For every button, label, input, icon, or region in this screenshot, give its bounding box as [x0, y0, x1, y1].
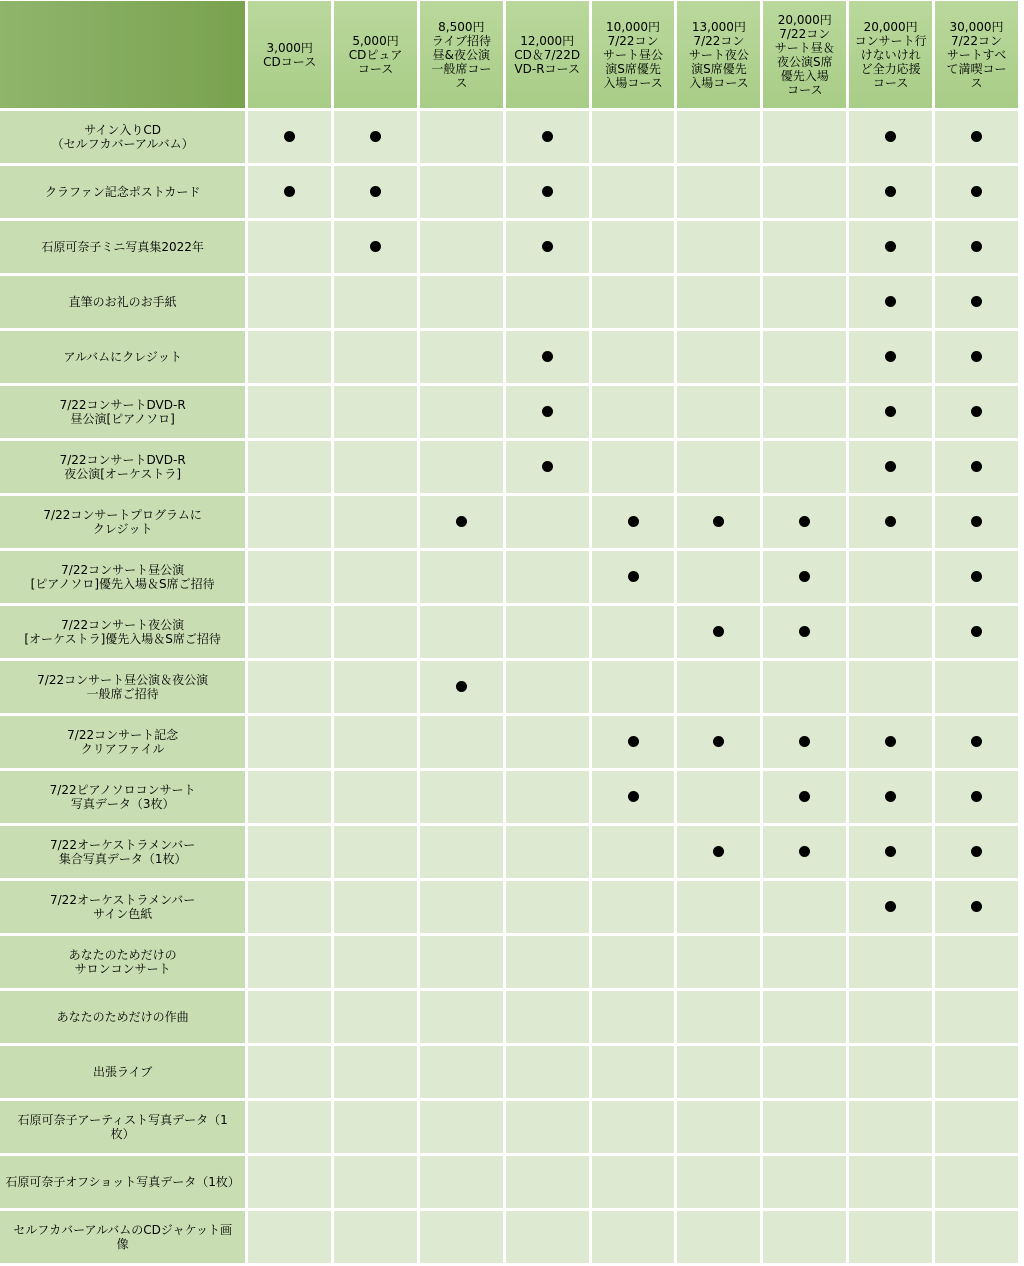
included-cell [248, 111, 331, 163]
included-cell [592, 1046, 675, 1098]
included-cell [849, 1211, 932, 1263]
included-cell [592, 496, 675, 548]
included-cell [506, 386, 589, 438]
reward-label: 7/22コンサートDVD-R 夜公演[オーケストラ] [0, 441, 245, 493]
included-dot-icon [370, 186, 381, 197]
included-dot-icon [713, 846, 724, 857]
included-cell [763, 1101, 846, 1153]
reward-label: 7/22コンサート昼公演 [ピアノソロ]優先入場＆S席ご招待 [0, 551, 245, 603]
reward-row [0, 276, 1018, 328]
included-dot-icon [799, 791, 810, 802]
included-cell [677, 1211, 760, 1263]
included-cell [763, 441, 846, 493]
included-cell [763, 331, 846, 383]
included-cell [506, 881, 589, 933]
included-cell [935, 661, 1018, 713]
included-cell [248, 276, 331, 328]
reward-label: 7/22コンサートDVD-R 昼公演[ピアノソロ] [0, 386, 245, 438]
included-cell [763, 771, 846, 823]
included-cell [849, 881, 932, 933]
included-cell [935, 936, 1018, 988]
reward-row [0, 881, 1018, 933]
included-cell [592, 991, 675, 1043]
included-cell [334, 386, 417, 438]
included-cell [334, 111, 417, 163]
included-cell [849, 1101, 932, 1153]
included-dot-icon [971, 626, 982, 637]
included-cell [763, 221, 846, 273]
included-cell [849, 496, 932, 548]
included-cell [248, 771, 331, 823]
included-cell [677, 606, 760, 658]
included-cell [677, 221, 760, 273]
included-cell [248, 386, 331, 438]
reward-row [0, 1101, 1018, 1153]
included-cell [248, 606, 331, 658]
included-dot-icon [971, 736, 982, 747]
included-dot-icon [971, 296, 982, 307]
included-cell [248, 936, 331, 988]
included-cell [677, 551, 760, 603]
included-cell [677, 661, 760, 713]
included-dot-icon [885, 296, 896, 307]
included-cell [420, 1101, 503, 1153]
included-dot-icon [971, 791, 982, 802]
reward-row [0, 551, 1018, 603]
included-cell [592, 441, 675, 493]
included-dot-icon [799, 736, 810, 747]
included-cell [334, 166, 417, 218]
included-cell [763, 606, 846, 658]
included-cell [248, 1046, 331, 1098]
course-header-3: 8,500円 ライブ招待 昼&夜公演 一般席コー ス [420, 1, 503, 108]
included-cell [677, 991, 760, 1043]
included-cell [677, 1101, 760, 1153]
included-cell [935, 221, 1018, 273]
included-cell [763, 881, 846, 933]
included-cell [248, 441, 331, 493]
included-dot-icon [799, 846, 810, 857]
included-cell [935, 441, 1018, 493]
included-cell [935, 111, 1018, 163]
included-cell [849, 716, 932, 768]
reward-label: 7/22コンサート夜公演 [オーケストラ]優先入場＆S席ご招待 [0, 606, 245, 658]
course-header-6: 13,000円 7/22コン サート夜公 演S席優先 入場コース [677, 1, 760, 108]
included-cell [763, 716, 846, 768]
reward-row [0, 716, 1018, 768]
included-dot-icon [713, 626, 724, 637]
included-cell [334, 1046, 417, 1098]
included-cell [420, 496, 503, 548]
included-cell [849, 771, 932, 823]
included-cell [506, 166, 589, 218]
included-cell [935, 1156, 1018, 1208]
included-dot-icon [713, 516, 724, 527]
included-cell [849, 991, 932, 1043]
reward-row [0, 771, 1018, 823]
included-cell [935, 551, 1018, 603]
included-cell [592, 386, 675, 438]
included-cell [935, 331, 1018, 383]
reward-label: 石原可奈子ミニ写真集2022年 [0, 221, 245, 273]
reward-row [0, 331, 1018, 383]
included-cell [849, 166, 932, 218]
included-cell [420, 386, 503, 438]
included-cell [420, 881, 503, 933]
included-dot-icon [971, 901, 982, 912]
included-cell [420, 606, 503, 658]
included-cell [334, 496, 417, 548]
included-cell [248, 826, 331, 878]
included-dot-icon [885, 791, 896, 802]
table-body [0, 111, 1018, 1263]
included-cell [248, 166, 331, 218]
included-cell [849, 1156, 932, 1208]
included-cell [935, 386, 1018, 438]
included-cell [763, 111, 846, 163]
included-cell [763, 386, 846, 438]
reward-row [0, 221, 1018, 273]
included-cell [677, 331, 760, 383]
included-cell [592, 1156, 675, 1208]
course-header-2: 5,000円 CDピュア コース [334, 1, 417, 108]
included-cell [506, 1156, 589, 1208]
included-cell [248, 661, 331, 713]
included-cell [506, 606, 589, 658]
included-cell [849, 606, 932, 658]
included-cell [506, 221, 589, 273]
included-dot-icon [456, 516, 467, 527]
included-dot-icon [971, 571, 982, 582]
included-dot-icon [971, 351, 982, 362]
reward-label: 出張ライブ [0, 1046, 245, 1098]
included-cell [849, 276, 932, 328]
included-cell [334, 441, 417, 493]
included-cell [935, 606, 1018, 658]
reward-label: 7/22コンサート昼公演＆夜公演 一般席ご招待 [0, 661, 245, 713]
included-cell [506, 276, 589, 328]
included-cell [849, 386, 932, 438]
included-dot-icon [971, 461, 982, 472]
included-cell [334, 771, 417, 823]
included-dot-icon [885, 351, 896, 362]
course-header-1: 3,000円 CDコース [248, 1, 331, 108]
reward-label: 直筆のお礼のお手紙 [0, 276, 245, 328]
included-cell [506, 936, 589, 988]
reward-row [0, 936, 1018, 988]
included-cell [248, 1156, 331, 1208]
included-cell [248, 991, 331, 1043]
included-cell [849, 826, 932, 878]
included-cell [849, 661, 932, 713]
included-dot-icon [885, 736, 896, 747]
included-cell [677, 881, 760, 933]
included-cell [763, 991, 846, 1043]
included-cell [248, 881, 331, 933]
included-cell [935, 826, 1018, 878]
included-dot-icon [628, 571, 639, 582]
included-cell [763, 936, 846, 988]
reward-label: クラファン記念ポストカード [0, 166, 245, 218]
included-cell [334, 661, 417, 713]
included-dot-icon [628, 516, 639, 527]
reward-row [0, 496, 1018, 548]
included-cell [763, 661, 846, 713]
included-cell [506, 716, 589, 768]
included-cell [677, 1156, 760, 1208]
included-cell [592, 111, 675, 163]
reward-label: 石原可奈子オフショット写真データ（1枚） [0, 1156, 245, 1208]
reward-row [0, 661, 1018, 713]
included-cell [334, 936, 417, 988]
included-dot-icon [885, 186, 896, 197]
included-cell [334, 331, 417, 383]
included-dot-icon [799, 571, 810, 582]
included-cell [420, 1046, 503, 1098]
included-dot-icon [542, 461, 553, 472]
included-dot-icon [370, 241, 381, 252]
included-cell [592, 771, 675, 823]
included-cell [592, 221, 675, 273]
included-dot-icon [971, 406, 982, 417]
included-dot-icon [799, 516, 810, 527]
included-cell [334, 881, 417, 933]
reward-label: 7/22コンサートプログラムに クレジット [0, 496, 245, 548]
included-dot-icon [971, 846, 982, 857]
included-cell [420, 441, 503, 493]
included-cell [677, 111, 760, 163]
included-cell [592, 606, 675, 658]
course-header-8: 20,000円 コンサート行 けないけれ ど全力応援 コース [849, 1, 932, 108]
reward-label: アルバムにクレジット [0, 331, 245, 383]
included-cell [334, 1101, 417, 1153]
included-cell [849, 441, 932, 493]
course-header-7: 20,000円 7/22コン サート昼＆ 夜公演S席 優先入場 コース [763, 1, 846, 108]
included-dot-icon [542, 406, 553, 417]
included-cell [677, 276, 760, 328]
included-cell [420, 111, 503, 163]
included-cell [506, 661, 589, 713]
reward-row [0, 606, 1018, 658]
reward-row [0, 441, 1018, 493]
included-cell [763, 496, 846, 548]
reward-label: 7/22オーケストラメンバー サイン色紙 [0, 881, 245, 933]
included-dot-icon [284, 131, 295, 142]
included-cell [334, 1211, 417, 1263]
included-cell [849, 936, 932, 988]
included-cell [248, 1101, 331, 1153]
included-cell [677, 716, 760, 768]
reward-label: あなたのためだけの サロンコンサート [0, 936, 245, 988]
included-cell [592, 881, 675, 933]
included-cell [506, 551, 589, 603]
course-header-9: 30,000円 7/22コン サートすべ て満喫コー ス [935, 1, 1018, 108]
included-cell [506, 1101, 589, 1153]
included-dot-icon [713, 736, 724, 747]
included-cell [677, 826, 760, 878]
included-cell [763, 166, 846, 218]
included-dot-icon [456, 681, 467, 692]
included-cell [592, 661, 675, 713]
included-cell [935, 881, 1018, 933]
included-cell [248, 551, 331, 603]
included-cell [592, 716, 675, 768]
included-cell [849, 221, 932, 273]
included-cell [420, 936, 503, 988]
included-cell [935, 166, 1018, 218]
included-cell [506, 991, 589, 1043]
included-dot-icon [799, 626, 810, 637]
included-cell [506, 771, 589, 823]
included-cell [420, 1156, 503, 1208]
included-cell [420, 1211, 503, 1263]
included-cell [420, 661, 503, 713]
included-cell [592, 1101, 675, 1153]
included-cell [506, 331, 589, 383]
included-cell [849, 551, 932, 603]
included-cell [763, 276, 846, 328]
included-cell [935, 991, 1018, 1043]
included-cell [677, 1046, 760, 1098]
included-cell [592, 936, 675, 988]
reward-label: 7/22コンサート記念 クリアファイル [0, 716, 245, 768]
included-cell [592, 1211, 675, 1263]
reward-row [0, 386, 1018, 438]
included-cell [420, 826, 503, 878]
reward-row [0, 826, 1018, 878]
included-cell [677, 386, 760, 438]
included-cell [334, 716, 417, 768]
reward-label: セルフカバーアルバムのCDジャケット画 像 [0, 1211, 245, 1263]
included-dot-icon [370, 131, 381, 142]
included-dot-icon [971, 186, 982, 197]
included-dot-icon [542, 241, 553, 252]
included-cell [506, 441, 589, 493]
included-dot-icon [542, 351, 553, 362]
course-header-4: 12,000円 CD＆7/22D VD-Rコース [506, 1, 589, 108]
included-cell [506, 496, 589, 548]
included-cell [935, 1101, 1018, 1153]
included-cell [592, 826, 675, 878]
included-cell [677, 771, 760, 823]
reward-label: 7/22オーケストラメンバー 集合写真データ（1枚） [0, 826, 245, 878]
included-cell [935, 1211, 1018, 1263]
reward-row [0, 1046, 1018, 1098]
reward-label: 石原可奈子アーティスト写真データ（1 枚） [0, 1101, 245, 1153]
included-dot-icon [885, 901, 896, 912]
included-cell [420, 716, 503, 768]
included-cell [592, 276, 675, 328]
included-cell [592, 551, 675, 603]
corner-cell [0, 1, 245, 108]
included-cell [420, 221, 503, 273]
included-cell [935, 276, 1018, 328]
included-dot-icon [885, 406, 896, 417]
included-dot-icon [885, 516, 896, 527]
included-cell [849, 111, 932, 163]
included-dot-icon [628, 791, 639, 802]
included-cell [334, 276, 417, 328]
included-cell [420, 276, 503, 328]
included-dot-icon [885, 131, 896, 142]
course-header-5: 10,000円 7/22コン サート昼公 演S席優先 入場コース [592, 1, 675, 108]
included-cell [935, 496, 1018, 548]
included-cell [677, 496, 760, 548]
included-dot-icon [885, 461, 896, 472]
reward-label: サイン入りCD （セルフカバーアルバム） [0, 111, 245, 163]
included-cell [420, 331, 503, 383]
included-cell [248, 221, 331, 273]
included-cell [677, 166, 760, 218]
included-dot-icon [971, 241, 982, 252]
included-cell [763, 1211, 846, 1263]
included-cell [677, 441, 760, 493]
included-cell [849, 331, 932, 383]
included-cell [334, 826, 417, 878]
included-dot-icon [885, 846, 896, 857]
included-cell [849, 1046, 932, 1098]
included-dot-icon [971, 516, 982, 527]
reward-row [0, 1211, 1018, 1263]
included-cell [763, 826, 846, 878]
included-cell [334, 1156, 417, 1208]
included-cell [420, 551, 503, 603]
included-dot-icon [885, 241, 896, 252]
included-cell [592, 331, 675, 383]
included-cell [248, 496, 331, 548]
included-cell [248, 331, 331, 383]
included-cell [506, 1211, 589, 1263]
reward-row [0, 1156, 1018, 1208]
included-dot-icon [971, 131, 982, 142]
included-cell [763, 551, 846, 603]
included-cell [935, 1046, 1018, 1098]
included-cell [334, 221, 417, 273]
included-cell [935, 716, 1018, 768]
included-cell [334, 991, 417, 1043]
included-cell [506, 826, 589, 878]
included-cell [248, 1211, 331, 1263]
included-cell [248, 716, 331, 768]
included-cell [506, 111, 589, 163]
included-cell [420, 771, 503, 823]
reward-row [0, 991, 1018, 1043]
included-cell [420, 166, 503, 218]
reward-label: 7/22ピアノソロコンサート 写真データ（3枚） [0, 771, 245, 823]
included-cell [334, 606, 417, 658]
header-row [0, 1, 1018, 108]
included-cell [763, 1046, 846, 1098]
reward-label: あなたのためだけの作曲 [0, 991, 245, 1043]
included-cell [420, 991, 503, 1043]
included-cell [334, 551, 417, 603]
reward-row [0, 166, 1018, 218]
included-cell [763, 1156, 846, 1208]
included-cell [677, 936, 760, 988]
reward-row [0, 111, 1018, 163]
included-cell [506, 1046, 589, 1098]
included-cell [592, 166, 675, 218]
included-dot-icon [284, 186, 295, 197]
included-dot-icon [628, 736, 639, 747]
included-dot-icon [542, 186, 553, 197]
included-dot-icon [542, 131, 553, 142]
included-cell [935, 771, 1018, 823]
